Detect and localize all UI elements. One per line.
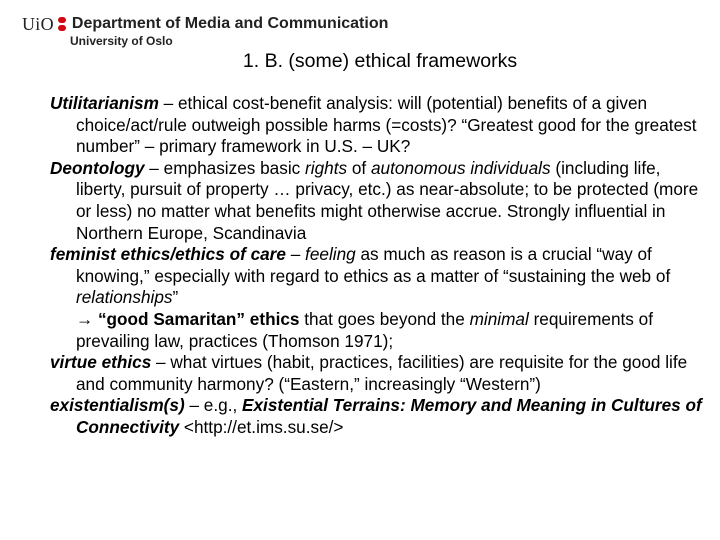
virtue-text: – what virtues (habit, practices, facilities) are requisite for the good life and community harmony? (“Eastern,” increasingly “Western”) [76,352,688,394]
feminist-text-4: that goes beyond the [299,308,470,329]
deontology-text-1: – emphasizes basic [144,157,306,178]
feminist-feeling: feeling [305,244,356,265]
university-name: University of Oslo [70,34,173,48]
term-deontology: Deontology [50,157,145,178]
paragraph-deontology [50,158,706,244]
header [22,14,388,50]
existentialism-book-title: Existential Terrains: Memory and Meaning in Cultures of Connectivity [76,395,702,437]
arrow-icon: → [76,308,94,329]
department-name: Department of Media and Communication [71,15,389,32]
feminist-text-2: as much as reason is a crucial “way of knowing,” especially with regard to ethics as a matter of “sustaining the web of [76,244,671,286]
paragraph-feminist-ethics [50,244,706,352]
paragraph-virtue-ethics [50,352,706,395]
feminist-text-3: ” [172,287,179,308]
term-virtue-ethics: virtue ethics [50,352,152,373]
feminist-text-5: requirements of prevailing law, practices (Thomson 1971); [76,308,654,351]
term-feminist-ethics: feminist ethics/ethics of care [50,244,286,265]
deontology-rights: rights [305,157,348,178]
deontology-text-3: (including life, liberty, pursuit of property … privacy, etc.) as near-absolute; to be protected (more or less) no matter what benefits might otherwise accrue. Strongly influential in Northern Europe, Scandinavia [76,157,699,243]
feminist-minimal: minimal [469,308,529,329]
good-samaritan-ethics: “good Samaritan” ethics [93,308,300,329]
paragraph-utilitarianism [50,93,706,158]
existentialism-text-1: – e.g., [184,395,243,416]
slide-title: 1. B. (some) ethical frameworks [242,50,518,72]
deontology-text-2: of [347,157,371,178]
paragraph-existentialism [50,395,706,438]
utilitarianism-text: – ethical cost-benefit analysis: will (potential) benefits of a given choice/act/rule outweigh possible harms (=costs)? “Greatest good for the greatest number” – primary framework in U.S. – UK? [76,93,697,157]
uio-wordmark: UiO [22,13,54,34]
term-existentialism: existentialism(s) [50,395,185,416]
existentialism-url: <http://et.ims.su.se/> [179,416,344,437]
slide-body [50,93,706,439]
feminist-relationships: relationships [76,287,173,308]
feminist-text-1: – [285,244,306,265]
uio-logo-icon [57,16,67,32]
deontology-autonomous: autonomous individuals [370,157,551,178]
logo [22,14,388,34]
term-utilitarianism: Utilitarianism [50,93,159,113]
